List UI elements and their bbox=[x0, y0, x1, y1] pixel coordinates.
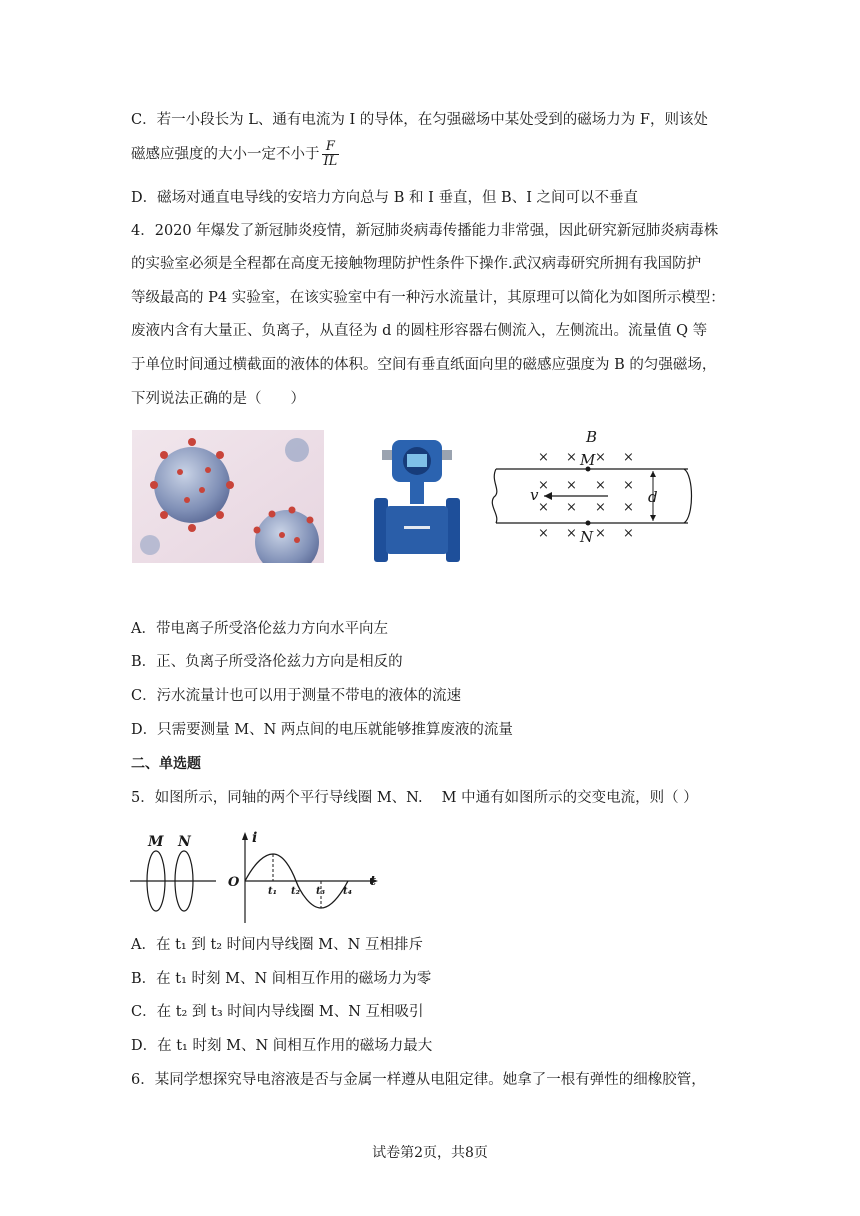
q6-stem: 6．某同学想探究导电溶液是否与金属一样遵从电阻定律。她拿了一根有弹性的细橡胶管， bbox=[131, 1072, 706, 1088]
q3-option-c-line2 bbox=[131, 140, 339, 169]
fraction-numerator: F bbox=[322, 140, 340, 155]
q4-stem-line: 下列说法正确的是（ ） bbox=[131, 391, 305, 407]
cross-mark: × bbox=[623, 478, 634, 493]
q4-option-b: B．正、负离子所受洛伦兹力方向是相反的 bbox=[131, 654, 403, 670]
page-footer: 试卷第2页，共8页 bbox=[372, 1145, 488, 1161]
label-b: B bbox=[586, 428, 598, 446]
tick-t4: t₄ bbox=[343, 886, 352, 897]
tick-t3: t₃ bbox=[316, 886, 325, 897]
pipe-field-diagram bbox=[488, 425, 698, 550]
coil-label-n: N bbox=[178, 834, 191, 850]
cross-mark: × bbox=[595, 526, 606, 541]
section-heading: 二、单选题 bbox=[131, 756, 201, 772]
q4-option-a: A．带电离子所受洛伦兹力方向水平向左 bbox=[131, 621, 388, 637]
cross-mark: × bbox=[566, 450, 577, 465]
label-v: v bbox=[530, 486, 539, 504]
virus-image bbox=[132, 430, 324, 563]
cross-mark: × bbox=[595, 500, 606, 515]
q4-stem-line: 于单位时间通过横截面的液体的体积。空间有垂直纸面向里的磁感应强度为 B 的匀强磁场， bbox=[131, 357, 717, 373]
cross-mark: × bbox=[623, 450, 634, 465]
cross-mark: × bbox=[623, 500, 634, 515]
label-m: M bbox=[580, 451, 596, 469]
cross-mark: × bbox=[566, 478, 577, 493]
q5-option-b: B．在 t₁ 时刻 M、N 间相互作用的磁场力为零 bbox=[131, 971, 432, 987]
q4-option-d: D．只需要测量 M、N 两点间的电压就能够推算废液的流量 bbox=[131, 722, 513, 738]
q3-option-d: D．磁场对通直电导线的安培力方向总与 B 和 I 垂直，但 B、I 之间可以不垂直 bbox=[131, 190, 639, 206]
virus-large bbox=[150, 438, 234, 532]
cross-mark: × bbox=[595, 478, 606, 493]
flow-meter-image bbox=[368, 430, 468, 565]
q5-option-c: C．在 t₂ 到 t₃ 时间内导线圈 M、N 互相吸引 bbox=[131, 1004, 424, 1020]
q4-stem-line: 等级最高的 P4 实验室，在该实验室中有一种污水流量计，其原理可以简化为如图所示模型： bbox=[131, 290, 725, 306]
coil-current-diagram bbox=[128, 826, 388, 926]
tick-t2: t₂ bbox=[291, 886, 300, 897]
cross-mark: × bbox=[566, 500, 577, 515]
q5-option-d: D．在 t₁ 时刻 M、N 间相互作用的磁场力最大 bbox=[131, 1038, 433, 1054]
q4-stem-line: 4．2020 年爆发了新冠肺炎疫情，新冠肺炎病毒传播能力非常强，因此研究新冠肺炎病毒株 bbox=[131, 223, 719, 239]
axis-label-i: i bbox=[252, 830, 258, 846]
q4-stem-line: 废液内含有大量正、负离子，从直径为 d 的圆柱形容器右侧流入，左侧流出。流量值 Q 等 bbox=[131, 323, 708, 339]
cross-mark: × bbox=[623, 526, 634, 541]
q5-option-a: A．在 t₁ 到 t₂ 时间内导线圈 M、N 互相排斥 bbox=[131, 937, 423, 953]
label-d: d bbox=[648, 488, 658, 506]
q4-stem-line: 的实验室必须是全程都在高度无接触物理防护性条件下操作.武汉病毒研究所拥有我国防护 bbox=[131, 256, 702, 272]
cross-mark: × bbox=[538, 500, 549, 515]
axis-label-t: t bbox=[370, 874, 377, 889]
cross-mark: × bbox=[538, 526, 549, 541]
cross-mark: × bbox=[566, 526, 577, 541]
fraction-denominator: IL bbox=[323, 154, 338, 169]
cross-mark: × bbox=[595, 450, 606, 465]
q5-stem: 5．如图所示，同轴的两个平行导线圈 M、N. M 中通有如图所示的交变电流，则（ ） bbox=[131, 790, 698, 806]
q3-option-c-line1: C．若一小段长为 L、通有电流为 I 的导体，在匀强磁场中某处受到的磁场力为 F，则该处 bbox=[131, 112, 708, 128]
label-n: N bbox=[580, 528, 594, 546]
q3-option-c-text: 磁感应强度的大小一定不小于 bbox=[131, 146, 320, 163]
cross-mark: × bbox=[538, 478, 549, 493]
fraction-f-over-il bbox=[322, 140, 340, 169]
q4-option-c: C．污水流量计也可以用于测量不带电的液体的流速 bbox=[131, 688, 462, 704]
cross-mark: × bbox=[538, 450, 549, 465]
origin-label: O bbox=[228, 875, 240, 890]
tick-t1: t₁ bbox=[268, 886, 277, 897]
coil-label-m: M bbox=[148, 834, 164, 850]
